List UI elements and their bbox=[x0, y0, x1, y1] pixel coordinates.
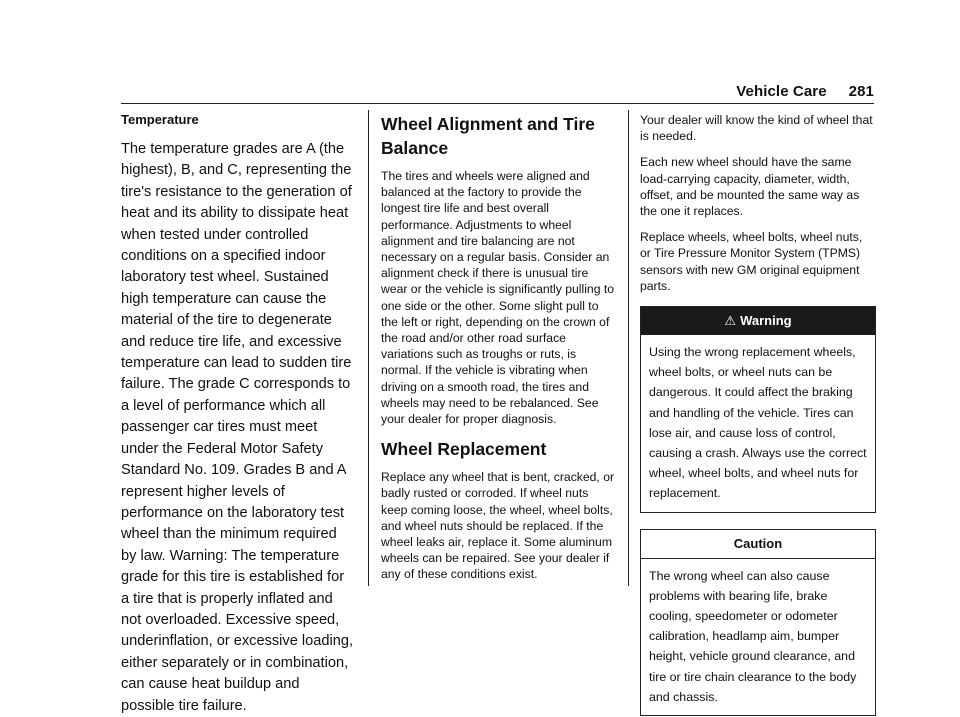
column-divider-2 bbox=[628, 110, 629, 586]
section-title: Vehicle Care bbox=[736, 83, 827, 100]
column-right bbox=[640, 112, 876, 716]
caution-title: Caution bbox=[641, 530, 875, 559]
warning-title-bar bbox=[641, 307, 875, 335]
wheel-replacement-heading: Wheel Replacement bbox=[381, 439, 547, 460]
wheel-replacement-paragraph: Replace any wheel that is bent, cracked, or badly rusted or corroded. If wheel nuts keep coming loose, the wheel, wheel bolts, and wheel nuts should be replaced. If the wheel leaks air, replace it. Some aluminum wheels can be repaired. See your dealer if any of these conditions exist. bbox=[381, 470, 615, 582]
warning-icon: ⚠ bbox=[724, 313, 737, 329]
warning-title: Warning bbox=[740, 313, 792, 329]
warning-box bbox=[640, 306, 876, 513]
wheel-alignment-heading: Wheel Alignment and Tire Balance bbox=[381, 114, 595, 158]
new-wheel-paragraph: Each new wheel should have the same load-carrying capacity, diameter, width, offset, and be mounted the same way as the one it replaces. bbox=[640, 155, 860, 219]
page-number: 281 bbox=[848, 83, 874, 100]
replace-parts-paragraph: Replace wheels, wheel bolts, wheel nuts, or Tire Pressure Monitor System (TPMS) sensors with new GM original equipment parts. bbox=[640, 230, 863, 293]
column-left bbox=[121, 112, 356, 717]
header-rule bbox=[121, 103, 874, 104]
dealer-paragraph: Your dealer will know the kind of wheel that is needed. bbox=[640, 113, 873, 144]
caution-box bbox=[640, 529, 876, 716]
temperature-subheading: Temperature bbox=[121, 112, 199, 127]
column-divider-1 bbox=[368, 110, 369, 586]
page-header bbox=[736, 83, 874, 100]
caution-body: The wrong wheel can also cause problems with bearing life, brake cooling, speedometer or odometer calibration, headlamp aim, bumper height, vehicle ground clearance, and tire or tire chain clearance to the body and chassis. bbox=[649, 568, 857, 704]
wheel-alignment-paragraph: The tires and wheels were aligned and balanced at the factory to provide the longest tire life and best overall performance. Adjustments to wheel alignment and tire balancing are not necessary on a regular basis. Consider an alignment check if there is unusual tire wear or the vehicle is significantly pulling to one side or the other. Some slight pull to the left or right, depending on the crown of the road and/or other road surface variations such as troughs or ruts, is normal. If the vehicle is vibrating when driving on a smooth road, the tires and wheels may need to be rebalanced. See your dealer for proper diagnosis. bbox=[381, 169, 615, 427]
warning-body: Using the wrong replacement wheels, wheel bolts, or wheel nuts can be dangerous. It could affect the braking and handling of the vehicle. Tires can lose air, and cause loss of control, causing a crash. Always use the correct wheel, wheel bolts, and wheel nuts for replacement. bbox=[649, 345, 867, 501]
temperature-paragraph: The temperature grades are A (the highest), B, and C, representing the tire's resistance to the generation of heat and its ability to dissipate heat when tested under controlled conditions on a specified indoor laboratory test wheel. Sustained high temperature can cause the material of the tire to degenerate and reduce tire life, and excessive temperature can lead to sudden tire failure. The grade C corresponds to a level of performance which all passenger car tires must meet under the Federal Motor Safety Standard No. 109. Grades B and A represent higher levels of performance on the laboratory test wheel than the minimum required by law. Warning: The temperature grade for this tire is established for a tire that is properly inflated and not overloaded. Excessive speed, underinflation, or excessive loading, either separately or in combination, can cause heat buildup and possible tire failure. bbox=[121, 141, 354, 714]
column-middle bbox=[381, 112, 617, 593]
